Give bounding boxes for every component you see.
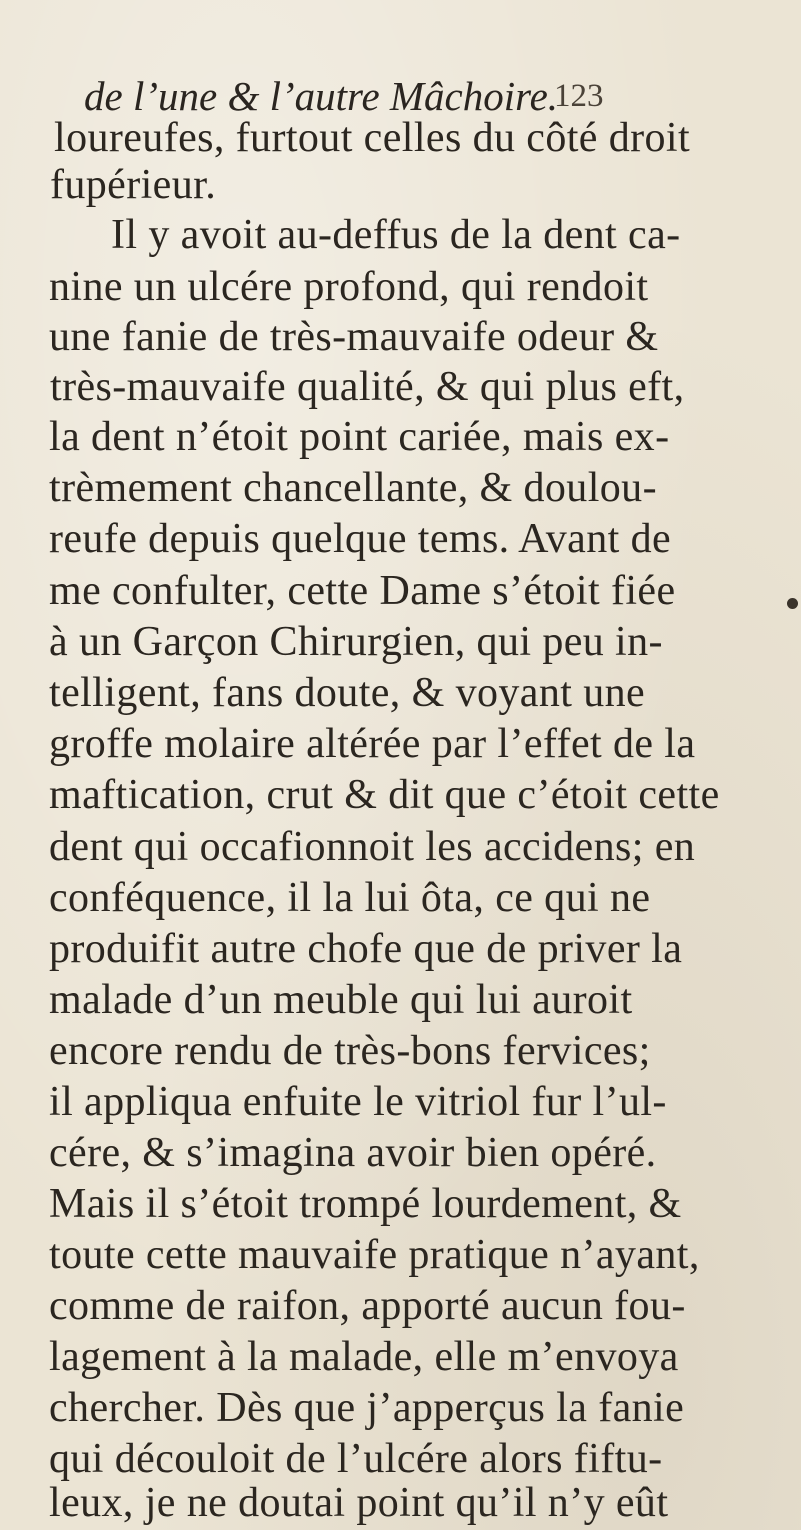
text-line: Il y avoit au-deffus de la dent ca- — [111, 212, 681, 258]
text-line: encore rendu de très-bons fervices; — [49, 1028, 651, 1074]
text-line: maftication, crut & dit que c’étoit cette — [49, 772, 720, 818]
text-line: produifit autre chofe que de priver la — [49, 926, 683, 972]
text-line: groffe molaire altérée par l’effet de la — [49, 721, 696, 767]
text-line: telligent, fans doute, & voyant une — [49, 670, 646, 716]
text-line: qui découloit de l’ulcére alors fiftu- — [49, 1436, 663, 1482]
text-line: leux, je ne doutai point qu’il n’y eût — [49, 1480, 669, 1526]
text-line: Mais il s’étoit trompé lourdement, & — [49, 1181, 682, 1227]
text-line: trèmement chancellante, & doulou- — [49, 465, 657, 511]
text-line: malade d’un meuble qui lui auroit — [49, 977, 633, 1023]
text-line: nine un ulcére profond, qui rendoit — [49, 264, 649, 310]
text-line: toute cette mauvaife pratique n’ayant, — [49, 1232, 700, 1278]
text-line: conféquence, il la lui ôta, ce qui ne — [49, 875, 651, 921]
text-line: chercher. Dès que j’apperçus la fanie — [49, 1385, 685, 1431]
text-line: lagement à la malade, elle m’envoya — [49, 1334, 679, 1380]
text-line: cére, & s’imagina avoir bien opéré. — [49, 1130, 657, 1176]
text-line: la dent n’étoit point cariée, mais ex- — [49, 414, 670, 460]
text-line: fupérieur. — [50, 162, 217, 208]
text-line: dent qui occafionnoit les accidens; en — [49, 824, 696, 870]
running-title: de l’une & l’autre Mâchoire. — [84, 73, 559, 119]
page-number: 123 — [554, 78, 604, 114]
text-line: me confulter, cette Dame s’étoit fiée — [49, 568, 676, 614]
text-line: reufe depuis quelque tems. Avant de — [49, 516, 672, 562]
text-line: loureufes, furtout celles du côté droit — [54, 115, 691, 161]
text-line: à un Garçon Chirurgien, qui peu in- — [49, 619, 663, 665]
text-line: très-mauvaife qualité, & qui plus eft, — [50, 364, 685, 410]
text-line: comme de raifon, apporté aucun fou- — [49, 1283, 686, 1329]
text-line: une fanie de très-mauvaife odeur & — [49, 314, 659, 360]
ink-spot — [787, 598, 798, 609]
text-line: il appliqua enfuite le vitriol fur l’ul- — [49, 1079, 667, 1125]
